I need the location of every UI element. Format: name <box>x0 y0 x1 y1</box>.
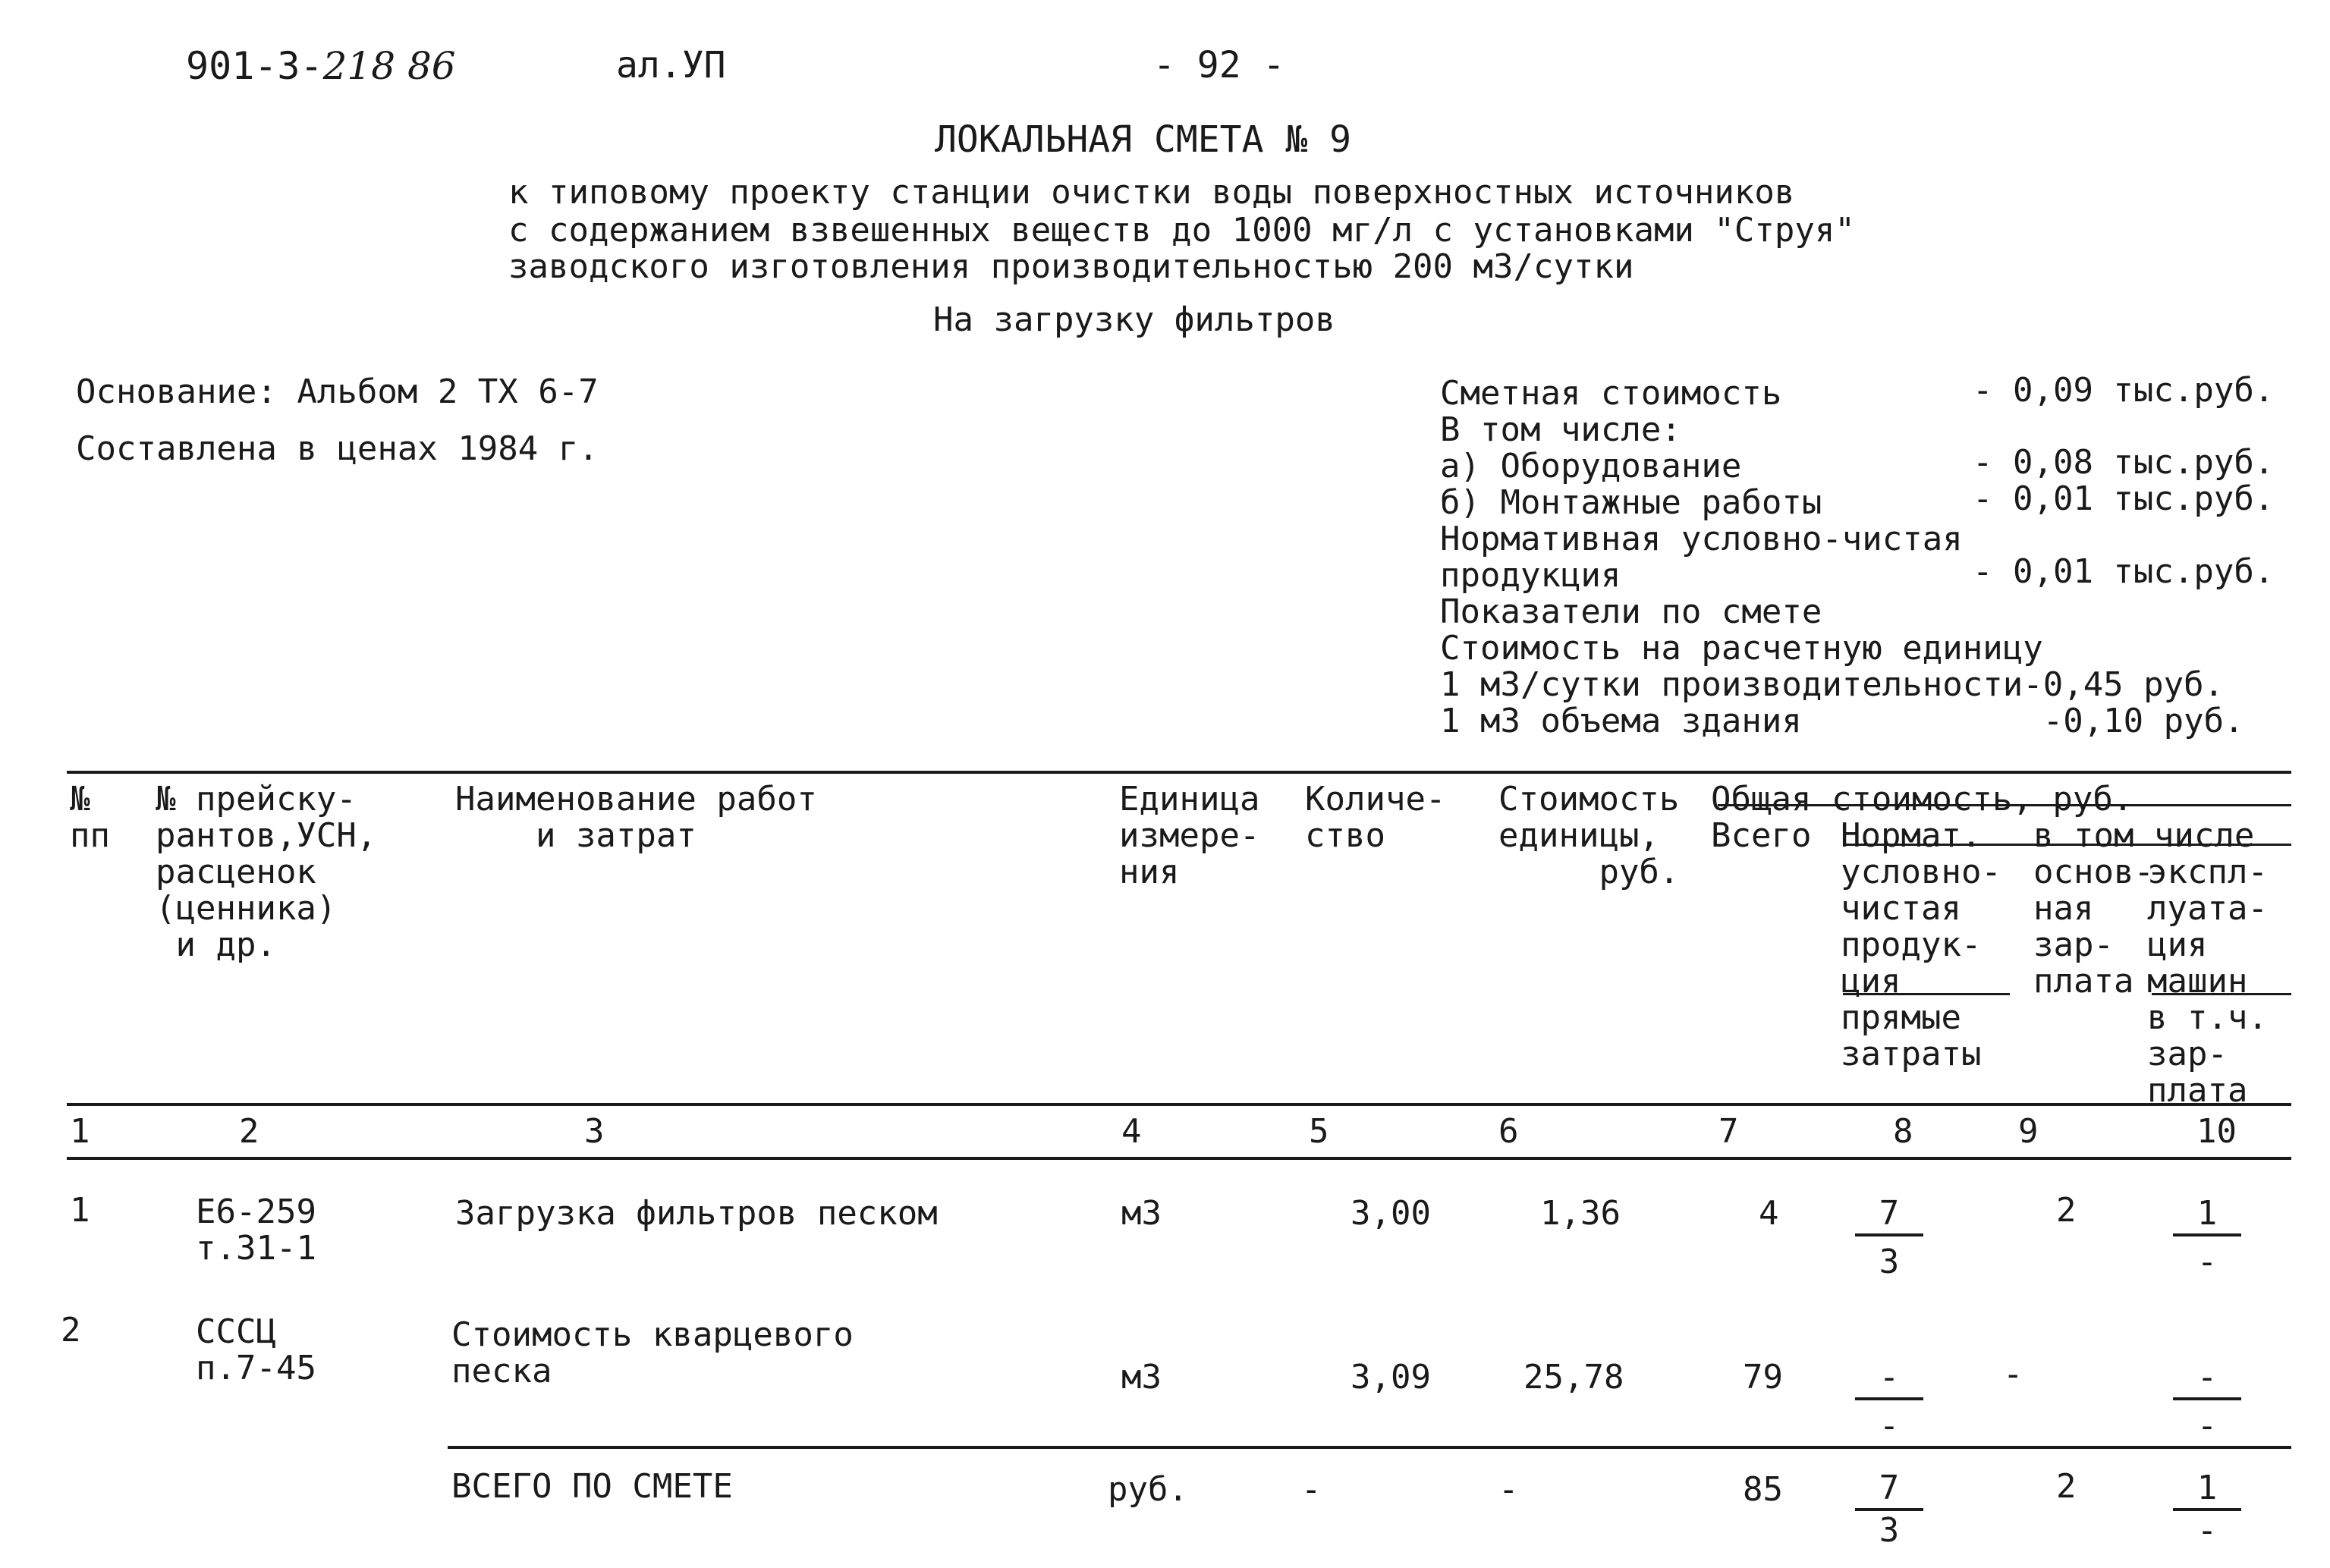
column-number: 10 <box>2196 1112 2237 1151</box>
header-row-number: № пп <box>70 780 110 855</box>
header-unit-cost: Стоимость единицы, руб. <box>1498 780 1680 891</box>
row-work-name: Стоимость кварцевого песка <box>451 1315 854 1390</box>
row-machine-value: - <box>2196 1358 2218 1397</box>
row-price-code: СССЦ п.7-45 <box>196 1312 316 1387</box>
price-level-line: Составлена в ценах 1984 г. <box>76 429 599 468</box>
summary-normative-label: Нормативная условно-чистая <box>1440 520 1963 558</box>
fraction-bar <box>2173 1397 2241 1400</box>
summary-indicators-label: Показатели по смете <box>1440 592 1822 631</box>
row-direct-costs-value: - <box>1879 1406 1900 1445</box>
column-number: 3 <box>584 1112 605 1151</box>
total-unit: руб. <box>1108 1470 1188 1509</box>
total-top-rule <box>448 1446 2291 1449</box>
total-machine-value: 1 <box>2196 1469 2218 1507</box>
title-line-1: к типовому проекту станции очистки воды поверхностных источников <box>508 173 1795 212</box>
column-number: 7 <box>1718 1112 1739 1151</box>
document-code <box>186 44 456 88</box>
basis-line: Основание: Альбом 2 ТХ 6-7 <box>76 372 599 411</box>
header-base-salary: основ- ная зар- плата <box>2033 853 2154 1001</box>
header-machine-salary: в т.ч. зар- плата <box>2147 998 2268 1110</box>
column-numbers-rule <box>67 1157 2291 1160</box>
summary-estimated-cost-label: Сметная стоимость <box>1440 374 1782 413</box>
row-unit: м3 <box>1121 1358 1162 1397</box>
header-direct-costs: прямые затраты <box>1841 998 1982 1073</box>
total-normative-fraction <box>1855 1469 1923 1550</box>
document-subject: На загрузку фильтров <box>933 300 1335 339</box>
row-machine-fraction <box>2173 1358 2241 1445</box>
column-number: 9 <box>2018 1112 2039 1151</box>
row-price-code: Е6-259 т.31-1 <box>196 1192 316 1268</box>
header-total-cost-group: Общая стоимость, руб. <box>1711 780 2133 819</box>
total-sum: 85 <box>1743 1470 1783 1509</box>
summary-product-value: - 0,01 тыс.руб. <box>1973 552 2275 591</box>
title-line-3: заводского изготовления производительностью 200 м3/сутки <box>508 247 1634 286</box>
row-normative-value: - <box>1879 1358 1900 1397</box>
column-number: 8 <box>1893 1112 1913 1151</box>
total-machine-salary-value: - <box>2196 1511 2218 1550</box>
total-normative-value: 7 <box>1879 1469 1900 1507</box>
fraction-bar <box>1855 1397 1923 1400</box>
summary-equipment-value: - 0,08 тыс.руб. <box>1973 443 2275 482</box>
summary-estimated-cost-value: - 0,09 тыс.руб. <box>1973 371 2275 410</box>
row-direct-costs-value: 3 <box>1879 1243 1900 1281</box>
header-unit: Единица измере- ния <box>1119 780 1260 891</box>
total-machine-fraction <box>2173 1469 2241 1550</box>
sheet-label: ал.УП <box>616 44 726 86</box>
column-number: 4 <box>1121 1112 1142 1151</box>
header-including-group: в том числе <box>2033 816 2255 855</box>
header-bottom-rule <box>67 1103 2291 1106</box>
total-direct-costs-value: 3 <box>1879 1511 1900 1550</box>
row-quantity: 3,00 <box>1351 1194 1431 1233</box>
row-normative-fraction <box>1855 1358 1923 1445</box>
header-machine-operation: экспл- луата- ция машин <box>2147 853 2268 1001</box>
summary-installation-value: - 0,01 тыс.руб. <box>1973 479 2275 518</box>
total-quantity: - <box>1301 1470 1322 1509</box>
document-code-printed: 901-3- <box>186 44 323 88</box>
title-line-2: с содержанием взвешенных веществ до 1000 мг/л с установками "Струя" <box>508 211 1855 250</box>
column-number: 5 <box>1309 1112 1329 1151</box>
row-total: 79 <box>1743 1358 1783 1397</box>
total-base-salary: 2 <box>2056 1467 2077 1506</box>
summary-product-label: продукция <box>1440 556 1621 595</box>
summary-unit-cost-label: Стоимость на расчетную единицу <box>1440 629 2043 668</box>
table-top-rule <box>67 771 2291 774</box>
row-base-salary: - <box>2003 1355 2023 1394</box>
row-work-name: Загрузка фильтров песком <box>455 1194 938 1233</box>
row-normative-fraction <box>1855 1194 1923 1281</box>
row-quantity: 3,09 <box>1351 1358 1431 1397</box>
total-unit-cost: - <box>1498 1470 1519 1509</box>
document-heading: ЛОКАЛЬНАЯ СМЕТА № 9 <box>935 118 1352 161</box>
header-price-code: № прейску- рантов,УСН, расценок (ценника) и др. <box>156 780 377 964</box>
row-unit-cost: 25,78 <box>1523 1358 1624 1397</box>
column-number: 6 <box>1498 1112 1519 1151</box>
header-quantity: Количе- ство <box>1305 780 1446 855</box>
row-normative-value: 7 <box>1879 1194 1900 1233</box>
summary-volume-cost: 1 м3 объема здания -0,10 руб. <box>1440 702 2244 740</box>
row-unit: м3 <box>1121 1194 1162 1233</box>
header-normative: Нормат. условно- чистая продук- ция <box>1841 816 2001 1001</box>
column-number: 2 <box>239 1112 259 1151</box>
row-number: 2 <box>61 1311 81 1350</box>
row-machine-fraction <box>2173 1194 2241 1281</box>
row-machine-salary-value: - <box>2196 1406 2218 1445</box>
total-label: ВСЕГО ПО СМЕТЕ <box>451 1467 733 1506</box>
summary-equipment-label: а) Оборудование <box>1440 447 1742 485</box>
document-code-handwritten: 218 86 <box>322 44 456 88</box>
header-work-name: Наименование работ и затрат <box>455 780 817 855</box>
fraction-bar <box>1855 1233 1923 1236</box>
column-number: 1 <box>70 1112 90 1151</box>
header-total: Всего <box>1711 816 1812 855</box>
row-machine-value: 1 <box>2196 1194 2218 1233</box>
row-unit-cost: 1,36 <box>1540 1194 1621 1233</box>
page-number: - 92 - <box>1153 44 1285 86</box>
row-number: 1 <box>70 1191 90 1230</box>
summary-including-label: В том числе: <box>1440 410 1681 449</box>
row-total: 4 <box>1759 1194 1779 1233</box>
fraction-bar <box>2173 1233 2241 1236</box>
row-machine-salary-value: - <box>2196 1243 2218 1281</box>
row-base-salary: 2 <box>2056 1191 2077 1230</box>
summary-capacity-cost: 1 м3/сутки производительности-0,45 руб. <box>1440 665 2225 704</box>
summary-installation-label: б) Монтажные работы <box>1440 483 1822 522</box>
